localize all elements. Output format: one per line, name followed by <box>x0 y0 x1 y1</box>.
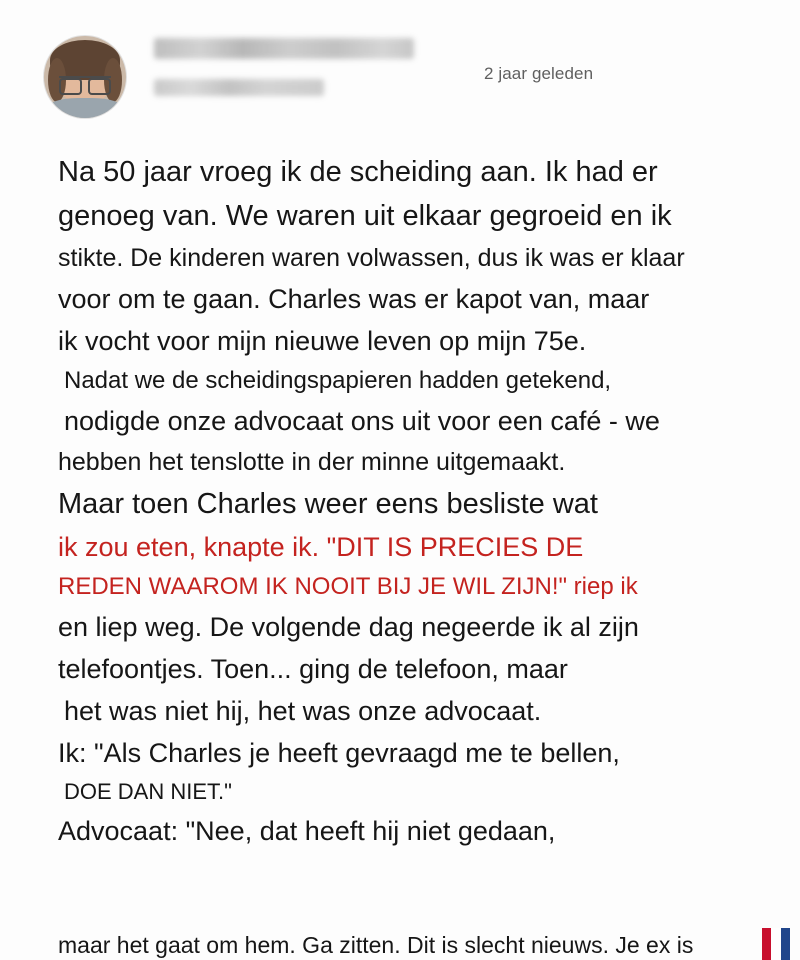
author-name-redacted <box>154 38 414 59</box>
post-text-line: stikte. De kinderen waren volwassen, dus ik was er klaar <box>58 244 685 272</box>
avatar-shirt-shape <box>47 98 123 118</box>
post-body-cut-off-line: maar het gaat om hem. Ga zitten. Dit is slecht nieuws. Je ex is <box>58 932 694 958</box>
post-text-line: Ik: "Als Charles je heeft gevraagd me te bellen, <box>58 738 620 768</box>
post-body <box>0 150 800 852</box>
post-text-line: DOE DAN NIET." <box>64 779 232 804</box>
author-subtitle-redacted <box>154 79 324 96</box>
author-block[interactable] <box>154 38 414 96</box>
post-text-line: en liep weg. De volgende dag negeerde ik al zijn <box>58 612 639 642</box>
post-text-line: ik vocht voor mijn nieuwe leven op mijn 75e. <box>58 326 587 356</box>
flag-stripe-red <box>762 928 771 960</box>
dutch-flag-icon <box>762 928 790 960</box>
post-text-line: voor om te gaan. Charles was er kapot van, maar <box>58 284 650 314</box>
flag-stripe-blue <box>781 928 790 960</box>
post-text-line: Maar toen Charles weer eens besliste wat <box>58 488 598 520</box>
post-text-line: Advocaat: "Nee, dat heeft hij niet gedaan, <box>58 816 556 846</box>
post-text-line: REDEN WAAROM IK NOOIT BIJ JE WIL ZIJN!" riep ik <box>58 573 638 600</box>
post-text-line: Nadat we de scheidingspapieren hadden getekend, <box>64 367 612 394</box>
flag-stripe-white <box>771 928 781 960</box>
post-timestamp: 2 jaar geleden <box>484 64 594 83</box>
glasses-icon <box>59 76 111 92</box>
post-text-line: telefoontjes. Toen... ging de telefoon, maar <box>58 654 568 684</box>
post-text-line: ik zou eten, knapte ik. "DIT IS PRECIES DE <box>58 532 584 562</box>
post-text-line: Na 50 jaar vroeg ik de scheiding aan. Ik had er <box>58 156 658 188</box>
post-text-line: nodigde onze advocaat ons uit voor een café - we <box>64 406 660 436</box>
post-text-line: genoeg van. We waren uit elkaar gegroeid en ik <box>58 200 672 232</box>
post-header <box>44 28 756 138</box>
post-text-line: hebben het tenslotte in der minne uitgemaakt. <box>58 448 566 476</box>
post-text-line: het was niet hij, het was onze advocaat. <box>64 696 542 726</box>
avatar[interactable] <box>44 36 126 118</box>
